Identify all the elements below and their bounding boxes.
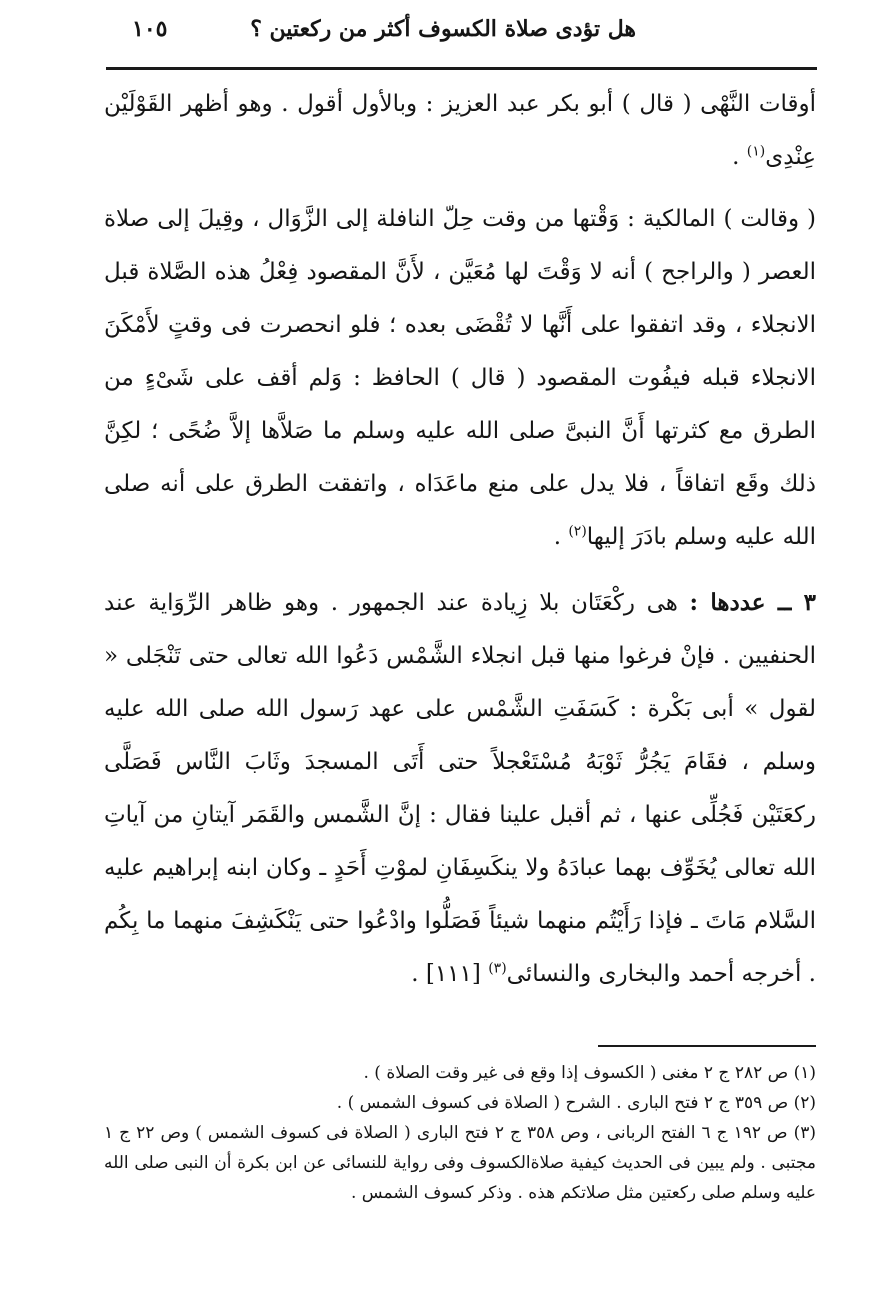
- paragraph-1-end: .: [732, 144, 747, 170]
- footnote-2: (٢) ص ٣٥٩ ج ٢ فتح البارى . الشرح ( الصلاة فى كسوف الشمس ) .: [336, 1093, 816, 1113]
- header-title: هل تؤدى صلاة الكسوف أكثر من ركعتين ؟: [250, 16, 636, 42]
- running-header: [112, 14, 816, 54]
- footnote-divider: [598, 1045, 816, 1047]
- paragraph-3: [104, 576, 816, 1001]
- footnote-3: (٣) ص ١٩٢ ج ٦ الفتح الربانى ، وص ٣٥٨ ج ٢ فتح البارى ( الصلاة فى كسوف الشمس ) وص ٢٢ ج ١ مجتبى . ولم يبين فى الحديث كيفية صلاةالكسوف وفى رواية للنسائى عن ابن بكرة أن النبى صلى الله عليه وسلم صلى ركعتين مثل صلاتكم هذه . وذكر كسوف الشمس .: [104, 1123, 817, 1203]
- footnote-ref-3[interactable]: (٣): [488, 960, 507, 977]
- footnote-ref-2[interactable]: (٢): [568, 523, 587, 540]
- footnotes: [104, 1058, 816, 1208]
- paragraph-2: [104, 193, 816, 564]
- page-number: ١٠٥: [132, 16, 168, 42]
- paragraph-1-text: أوقات النَّهْى ( قال ) أبو بكر عبد العزيز : وبالأول أقول . وهو أظهر القَوْلَيْن عِنْدِى: [104, 91, 816, 170]
- paragraph-1: [104, 78, 816, 184]
- paragraph-2-text: ( وقالت ) المالكية : وَقْتها من وقت حِلّ النافلة إلى الزَّوَال ، وقِيلَ إلى صلاة العصر ( والراجح ) أنه لا وَقْتَ لها مُعَيَّن ، لأَنَّ المقصود فِعْلُ هذه الصَّلاة قبل الانجلاء ، وقد اتفقوا على أَنَّها لا تُقْضَى بعده ؛ فلو انحصرت فى وقتٍ لأَمْكَنَ الانجلاء قبله فيفُوت المقصود ( قال ) الحافظ : وَلم أقف على شَىْءٍ من الطرق مع كثرتها أَنَّ النبىَّ صلى الله عليه وسلم ما صَلاَّها إلاَّ ضُحًى ؛ لكِنَّ ذلك وقَع اتفاقاً ، فلا يدل على منع ماعَدَاه ، واتفقت الطرق على أنه صلى الله عليه وسلم بادَرَ إليها: [104, 206, 816, 550]
- main-text: [104, 78, 816, 1001]
- paragraph-2-end: .: [553, 524, 569, 550]
- footnote-ref-1[interactable]: (١): [746, 143, 766, 160]
- header-divider: [106, 67, 817, 70]
- section-heading: ٣ ــ عددها :: [689, 589, 816, 616]
- footnote-1: (١) ص ٢٨٢ ج ٢ مغنى ( الكسوف إذا وقع فى غير وقت الصلاة ) .: [363, 1063, 816, 1083]
- paragraph-3-end: [١١١] .: [411, 961, 489, 987]
- paragraph-3-text: هى ركْعَتَان بلا زِيادة عند الجمهور . وهو ظاهر الرِّوَاية عند الحنفيين . فإنْ فرغوا منها قبل انجلاء الشَّمْس دَعُوا الله تعالى حتى تَنْجَلى « لقول » أبى بَكْرة : كَسَفَتِ الشَّمْس على عهد رَسول الله صلى الله عليه وسلم ، فقَامَ يَجُرُّ ثَوْبَهُ مُسْتَعْجلاً حتى أَتَى المسجدَ وثَابَ النَّاس فَصَلَّى ركعَتَيْن فَجُلِّى عنها ، ثم أقبل علينا فقال : إنَّ الشَّمس والقَمَر آيتانِ من آياتِ الله تعالى يُخَوِّف بهما عبادَهُ ولا ينكَسِفَانِ لموْتِ أَحَدٍ ـ وكان ابنه إبراهيم عليه السَّلام مَاتَ ـ فإذا رَأَيْتُم منهما شيئاً فَصَلُّوا وادْعُوا حتى يَنْكَشِفَ منهما ما بِكُم . أخرجه أحمد والبخارى والنسائى: [104, 590, 816, 987]
